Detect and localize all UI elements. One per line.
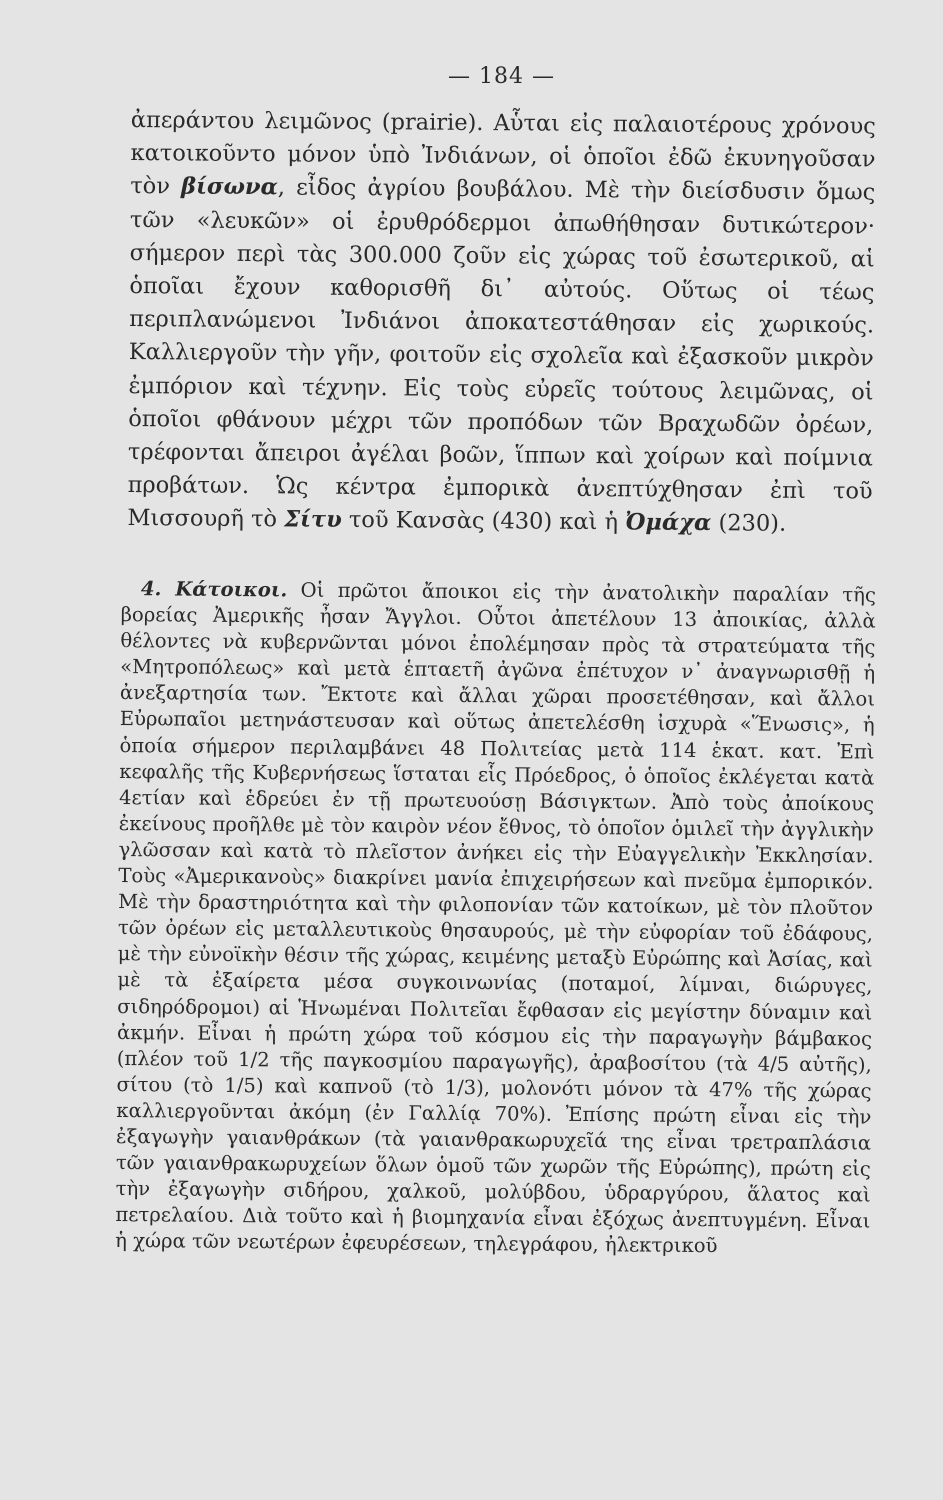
text-segment: ἀπεράντου λειμῶνος (prairie). Αὗται εἰς παλαιοτέρους χρόνους κατοικοῦντο μόνον ὑπὸ Ἰνδιάνων, οἱ ὁποῖοι ἐδῶ ἐκυνηγοῦσαν τὸν: [130, 106, 876, 200]
emphasis-omaha: Ὀμάχα: [625, 509, 712, 537]
text-segment: τῆς παγκοσμίου παραγωγῆς), ἀραβοσίτου (τὰ: [269, 1048, 758, 1076]
text-segment: τοῦ Κανσὰς (430) καὶ ἡ: [341, 507, 626, 536]
emphasis-bison: βίσωνα: [180, 173, 278, 201]
text-segment: Οἱ πρῶτοι ἄποικοι εἰς τὴν ἀνατολικὴν παραλίαν τῆς βορείας Ἀμερικῆς ἦσαν Ἄγγλοι. Οὗτοι ἀπετέλουν 13 ἀποικίας, ἀλλὰ θέλοντες νὰ κυβερνῶνται μόνοι ἐπολέμησαν πρὸς τὰ στρατεύματα τῆς «Μητροπόλεως» καὶ μετὰ ἑπταετῆ ἀγῶνα ἐπέτυχον ν᾽ ἀναγνωρισθῇ ἡ ἀνεξαρτησία των. Ἔκτοτε καὶ ἄλλαι χῶραι προσετέθησαν, καὶ ἄλλοι Εὐρωπαῖοι μετηνάστευσαν καὶ οὕτως ἀπετελέσθη ἰσχυρὰ «Ἕνωσις», ἡ ὁποία σήμερον περιλαμβάνει 48 Πολιτείας μετὰ 114 ἑκατ. κατ. Ἐπὶ κεφαλῆς τῆς Κυβερνήσεως ἵσταται εἷς Πρόεδρος, ὁ ὁποῖος ἐκλέγεται κατὰ 4ετίαν καὶ ἑδρεύει ἐν τῇ πρωτευούσῃ Βάσιγκτων. Ἀπὸ τοὺς ἀποίκους ἐκείνους προῆλθε μὲ τὸν καιρὸν νέον ἔθνος, τὸ ὁποῖον ὁμιλεῖ τὴν ἀγγλικὴν γλῶσσαν καὶ κατὰ τὸ πλεῖστον ἀνήκει εἰς τὴν Εὐαγγελικὴν Ἐκκλησίαν. Τοὺς «Ἀμερικανοὺς» διακρίνει μανία ἐπιχειρήσεων καὶ πνεῦμα ἐμπορικόν. Μὲ τὴν δραστηριότητα καὶ τὴν φιλοπονίαν τῶν κατοίκων, μὲ τὸν πλοῦτον τῶν ὀρέων εἰς μεταλλευτικοὺς θησαυρούς, μὲ τὴν εὐφορίαν τοῦ ἐδάφους, μὲ τὴν εὐνοϊκὴν θέσιν τῆς χώρας, κειμένης μεταξὺ Εὐρώπης καὶ Ἀσίας, καὶ μὲ τὰ ἐξαίρετα μέσα συγκοινωνίας (ποταμοί, λίμναι, διώρυγες, σιδηρόδρομοι) αἱ Ἡνωμέναι Πολιτεῖαι ἔφθασαν εἰς μεγίστην δύναμιν καὶ ἀκμήν. Εἶναι ἡ πρώτη χώρα τοῦ κόσμου εἰς τὴν παραγωγὴν βάμβακος (πλέον τοῦ: [116, 578, 876, 1071]
fraction: 4/5: [757, 1052, 790, 1076]
text-segment: , εἶδος ἀγρίου βουβάλου. Μὲ τὴν διείσδυσιν ὅμως τῶν «λευκῶν» οἱ ἐρυθρόδερμοι ἀπωθήθησαν δυτικώτερον· σήμερον περὶ τὰς 300.000 ζοῦν εἰς χώρας τοῦ ἐσωτερικοῦ, αἱ ὁποῖαι ἔχουν καθορισθῆ δι᾽ αὐτούς. Οὕτως οἱ τέως περιπλανώμενοι Ἰνδιάνοι ἀποκατεστάθησαν εἰς χωρικούς. Καλλιεργοῦν τὴν γῆν, φοιτοῦν εἰς σχολεῖα καὶ ἐξασκοῦν μικρὸν ἐμπόριον καὶ τέχνην. Εἰς τοὺς εὐρεῖς τούτους λειμῶνας, οἱ ὁποῖοι φθάνουν μέχρι τῶν προπόδων τῶν Βραχωδῶν ὀρέων, τρέφονται ἄπειροι ἀγέλαι βοῶν, ἵππων καὶ χοίρων καὶ ποίμνια προβάτων. Ὡς κέντρα ἐμπορικὰ ἀνεπτύχθησαν ἐπὶ τοῦ Μισσουρῆ τὸ: [127, 174, 876, 533]
paragraph-inhabitants: [115, 576, 876, 1261]
text-segment: ), μολονότι μόνον τὰ 47% τῆς χώρας καλλιεργοῦνται ἀκόμη (ἐν Γαλλίᾳ 70%). Ἐπίσης πρώτη εἶναι εἰς τὴν ἐξαγωγὴν γαιανθράκων (τὰ γαιανθρακωρυχεῖά της εἶναι τρετραπλάσια τῶν γαιανθρακωρυχείων ὅλων ὁμοῦ τῶν χωρῶν τῆς Εὐρώπης), πρώτη εἰς τὴν ἐξαγωγὴν σιδήρου, χαλκοῦ, μολύβδου, ὑδραργύρου, ἅλατος καὶ πετρελαίου. Διὰ τοῦτο καὶ ἡ βιομηχανία εἶναι ἐξόχως ἀνεπτυγμένη. Εἶναι ἡ χώρα τῶν νεωτέρων ἐφευρέσεων, τηλεγράφου, ἠλεκτρικοῦ: [115, 1075, 872, 1258]
page-number: — 184 —: [448, 64, 555, 89]
fraction: 1/3: [444, 1075, 477, 1099]
emphasis-city: Σίτυ: [284, 506, 342, 534]
section-heading: 4. Κάτοικοι.: [140, 577, 288, 602]
fraction: 1/5: [224, 1073, 256, 1097]
text-segment: (230).: [711, 510, 787, 538]
fraction: 1/2: [237, 1047, 270, 1072]
text-segment: ) καὶ καπνοῦ (τὸ: [255, 1073, 445, 1099]
paragraph-prairie: [127, 104, 876, 542]
text-segment: αὐτῆς), σίτου (τὸ: [116, 1052, 872, 1097]
